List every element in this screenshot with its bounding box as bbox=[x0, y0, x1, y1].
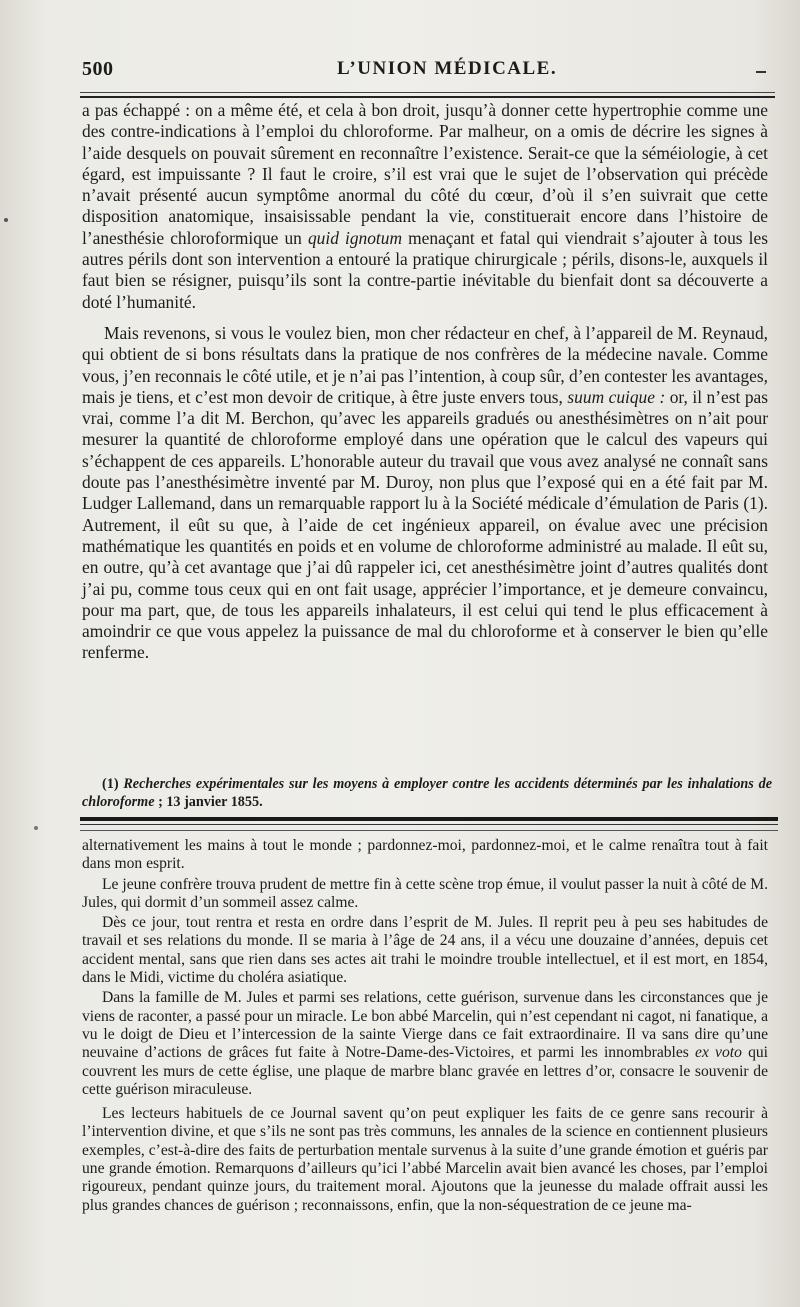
paragraph: alternativement les mains à tout le monde ; pardonnez-moi, pardonnez-moi, et le calme renaîtra tout à fait dans mon esprit. bbox=[82, 837, 768, 873]
margin-mark bbox=[4, 218, 8, 222]
header-rule-thick bbox=[80, 96, 775, 98]
italic-phrase: quid ignotum bbox=[307, 227, 403, 248]
header-dash bbox=[756, 71, 766, 73]
page-number: 500 bbox=[82, 58, 114, 80]
paragraph: Dès ce jour, tout rentra et resta en ordre dans l’esprit de M. Jules. Il reprit peu à peu ses habitudes de travail et ses relations du monde. Il se maria à l’âge de 24 ans, il a vécu une douzaine d’années, depuis cet accident mental, sans que rien dans ses actes ait trahi le moindre trouble intellectuel, et il est mort, en 1854, dans le Midi, victime du choléra asiatique. bbox=[82, 914, 768, 987]
header-rule bbox=[80, 92, 775, 93]
running-header bbox=[82, 58, 772, 86]
footnote: (1) Recherches expérimentales sur les moyens à employer contre les accidents déterminés par les inhalations de chloroforme ; 13 janvier 1855. bbox=[82, 776, 773, 810]
italic-phrase: ex voto bbox=[695, 1044, 742, 1062]
italic-phrase: suum cuique : bbox=[567, 386, 666, 407]
paragraph: Dans la famille de M. Jules et parmi ses relations, cette guérison, survenue dans les circonstances que je viens de raconter, a passé pour un miracle. Le bon abbé Marcelin, qui n’est cependant ni cagot, ni fanatique, a vu le doigt de Dieu et l’intercession de la sainte Vierge dans ce fait extraordinaire. Il va sans dire qu’une neuvaine d’actions de grâces fut faite à Notre-Dame-des-Victoires, et parmi les innombrables ex voto qui couvrent les murs de cette église, une plaque de marbre blanc gravée en lettres d’or, consacre le souvenir de cette guérison miraculeuse. bbox=[82, 989, 769, 1098]
article-upper bbox=[82, 100, 768, 664]
italic-phrase: Recherches expérimentales sur les moyens à employer contre les accidents déterminés par les inhalations de chloroforme bbox=[82, 776, 773, 810]
section-separator bbox=[80, 817, 778, 821]
paragraph: Le jeune confrère trouva prudent de mettre fin à cette scène trop émue, il voulut passer la nuit à côté de M. Jules, qui dormit d’un sommeil assez calme. bbox=[82, 875, 768, 911]
section-separator bbox=[80, 830, 778, 831]
section-separator bbox=[80, 824, 778, 825]
margin-mark bbox=[34, 826, 38, 830]
feuilleton-text bbox=[82, 837, 768, 1215]
journal-title: L’UNION MÉDICALE. bbox=[337, 58, 558, 79]
paragraph: Mais revenons, si vous le voulez bien, mon cher rédacteur en chef, à l’appareil de M. Reynaud, qui obtient de si bons résultats dans la pratique de nos confrères de la médecine navale. Comme vous, j’en reconnais le côté utile, et je n’ai pas l’intention, à coup sûr, d’en contester les avantages, mais je tiens, et c’est mon devoir de critique, à être juste envers tous, suum cuique : or, il n’est pas vrai, comme l’a dit M. Berchon, qu’avec les appareils gradués ou anesthésimètres on n’ait pour mesurer la quantité de chloroforme employé dans une opération que le calcul des vapeurs qui s’échappent de ces appareils. L’honorable auteur du travail que vous avez analysé ne connaît sans doute pas l’anesthésimètre inventé par M. Duroy, non plus que l’exposé qui en a été fait par M. Ludger Lallemand, dans un remarquable rapport lu à la Société médicale d’émulation de Paris (1). Autrement, il eût su que, à l’aide de cet ingénieux appareil, on évalue avec une précision mathématique les quantités en poids et en volume de chloroforme administré au malade. Il eût su, en outre, qu’à cet avantage que j’ai dû rappeler ici, cet anesthésimètre joint d’autres qualités dont j’ai pu, comme tous ceux qui en ont fait usage, apprécier l’importance, et je demeure convaincu, pour ma part, que, de tous les appareils inhalateurs, il est celui qui tend le plus efficacement à amoindrir ce que vous appelez la puissance de mal du chloroforme et à conserver le bien qu’elle renferme. bbox=[82, 322, 768, 663]
paragraph: a pas échappé : on a même été, et cela à bon droit, jusqu’à donner cette hypertrophie comme une des contre-indications à l’emploi du chloroforme. Par malheur, on a omis de décrire les signes à l’aide desquels on pouvait sûrement en reconnaître l’existence. Serait-ce que la séméiologie, à cet égard, est impuissante ? Il faut le croire, s’il est vrai que le sujet de l’observation qui précède n’avait présenté aucun symptôme anormal du côté du cœur, d’où il s’en suivrait que cette disposition anatomique, insaisissable pendant la vie, constituerait encore dans l’histoire de l’anesthésie chloroformique un quid ignotum menaçant et fatal qui viendrait s’ajouter à tous les autres périls dont son intervention a entouré la pratique chirurgicale ; périls, disons-le, auxquels il faut bien se résigner, puisqu’ils sont la contre-partie inévitable du bienfait dont sa découverte a doté l’humanité. bbox=[82, 100, 768, 312]
paragraph: Les lecteurs habituels de ce Journal savent qu’on peut expliquer les faits de ce genre sans recourir à l’intervention divine, et que s’ils ne sont pas très communs, les annales de la science en contiennent plusieurs exemples, c’est-à-dire des faits de perturbation mentale survenus à la suite d’une grande émotion et guéris par une grande émotion. Remarquons d’ailleurs qu’ici l’abbé Marcelin avait bien avancé les choses, par l’emploi rigoureux, pendant quinze jours, du traitement moral. Ajoutons que la jeunesse du malade offrait aussi les plus grandes chances de guérison ; reconnaissons, enfin, que la non-séquestration de ce jeune ma- bbox=[82, 1105, 768, 1214]
